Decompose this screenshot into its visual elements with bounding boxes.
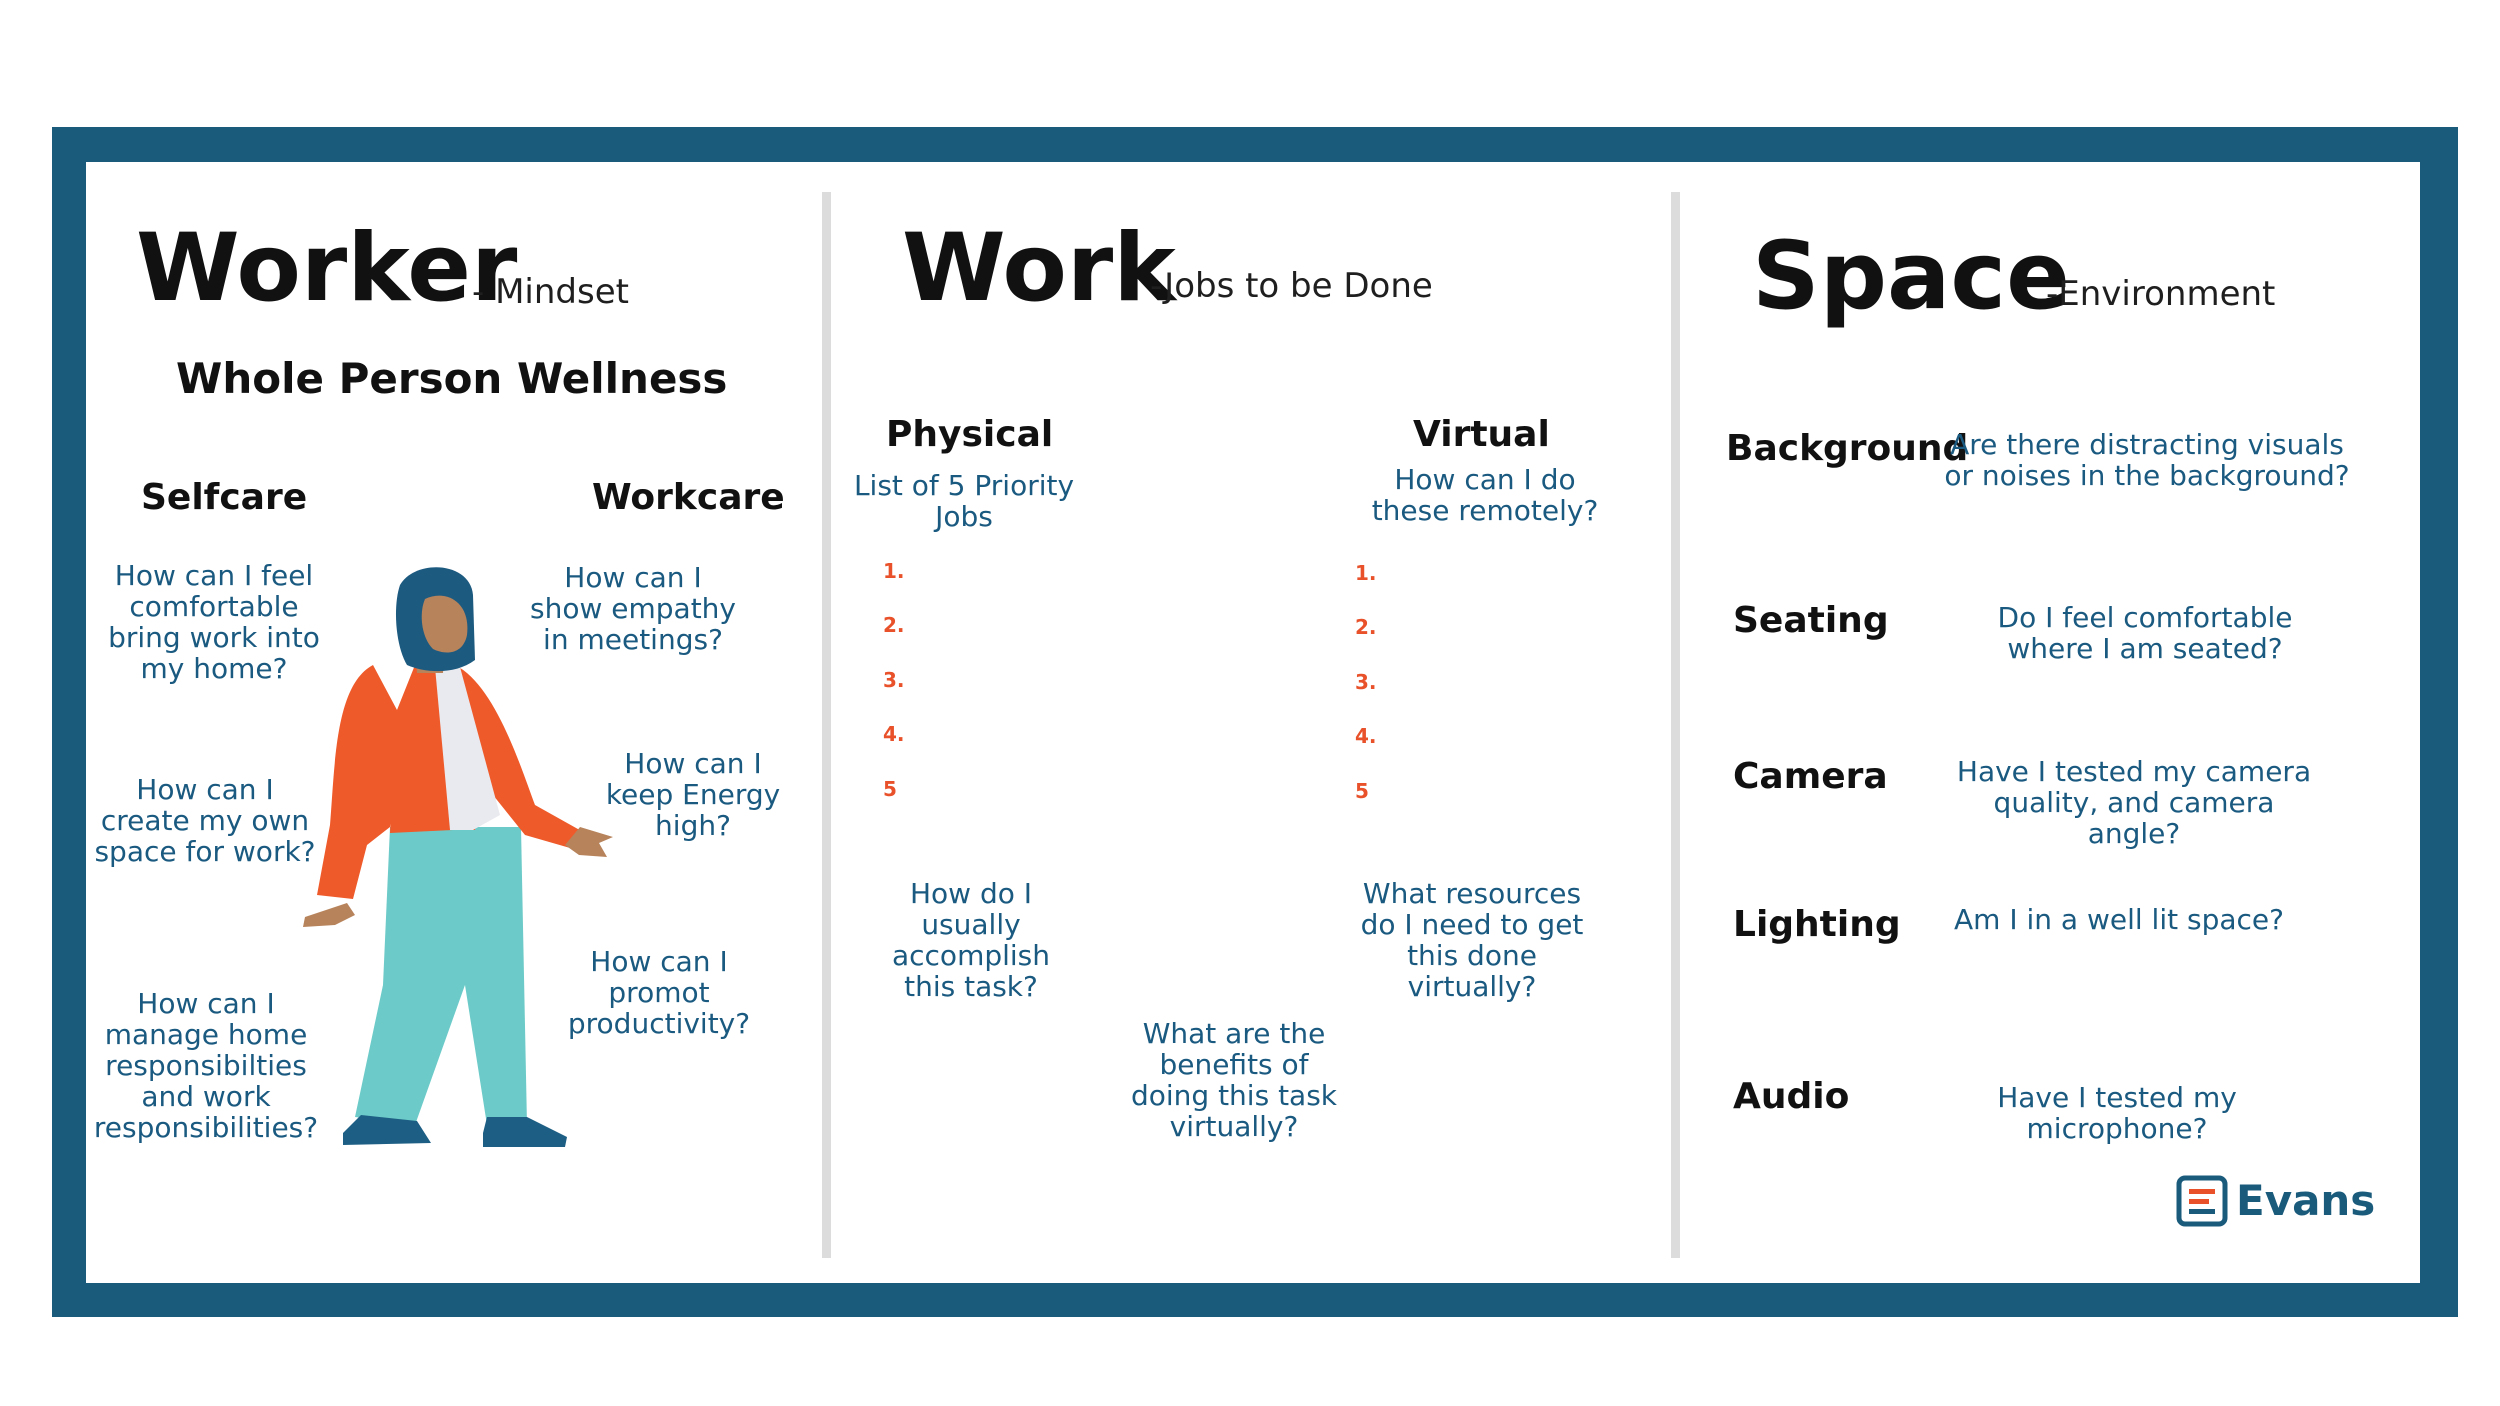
virtual-number-4: 4. — [1355, 724, 1377, 748]
workcare-question-1: How can I show empathy in meetings? — [530, 561, 736, 656]
whole-person-wellness-heading: Whole Person Wellness — [176, 354, 728, 403]
space-title: Space — [1752, 222, 2070, 331]
selfcare-question-1: How can I feel comfortable bring work into my home? — [108, 559, 320, 685]
physical-question: How do I usually accomplish this task? — [891, 877, 1051, 1003]
divider-left — [822, 192, 831, 1258]
space-subtitle: -Environment — [2046, 274, 2276, 314]
evans-logo-text: Evans — [2236, 1176, 2376, 1225]
virtual-number-3: 3. — [1355, 670, 1377, 694]
physical-number-2: 2. — [883, 613, 905, 637]
workcare-question-2: How can I keep Energy high? — [605, 747, 781, 842]
selfcare-label: Selfcare — [141, 477, 308, 518]
physical-prompt: List of 5 Priority Jobs — [853, 469, 1075, 533]
selfcare-question-3: How can I manage home responsibilties and work responsibilities? — [93, 987, 319, 1144]
evans-logo-icon — [2176, 1175, 2228, 1227]
physical-number-1: 1. — [883, 559, 905, 583]
walking-woman-illustration — [295, 565, 625, 1175]
virtual-number-2: 2. — [1355, 615, 1377, 639]
audio-question: Have I tested my microphone? — [1997, 1081, 2237, 1145]
virtual-label: Virtual — [1413, 414, 1550, 455]
physical-number-4: 4. — [883, 722, 905, 746]
camera-question: Have I tested my camera quality, and camera angle? — [1956, 755, 2312, 850]
virtual-number-5: 5 — [1355, 779, 1369, 803]
lighting-label: Lighting — [1733, 904, 1901, 945]
virtual-number-1: 1. — [1355, 561, 1377, 585]
workcare-label: Workcare — [592, 477, 785, 518]
lighting-question: Am I in a well lit space? — [1954, 903, 2284, 936]
background-question: Are there distracting visuals or noises in the background? — [1944, 428, 2350, 492]
seating-question: Do I feel comfortable where I am seated? — [1997, 601, 2293, 665]
work-title: Work — [902, 214, 1176, 323]
workcare-question-3: How can I promot productivity? — [567, 945, 751, 1040]
work-subtitle: -Jobs to be Done — [1150, 266, 1433, 306]
worker-title: Worker — [136, 214, 518, 323]
physical-number-5: 5 — [883, 777, 897, 801]
virtual-prompt: How can I do these remotely? — [1371, 463, 1599, 527]
selfcare-question-2: How can I create my own space for work? — [94, 773, 316, 868]
background-label: Background — [1726, 428, 1969, 469]
physical-label: Physical — [886, 414, 1054, 455]
seating-label: Seating — [1733, 600, 1889, 641]
benefits-question: What are the benefits of doing this task virtually? — [1130, 1017, 1338, 1143]
divider-right — [1671, 192, 1680, 1258]
virtual-question: What resources do I need to get this done virtually? — [1360, 877, 1584, 1003]
physical-number-3: 3. — [883, 668, 905, 692]
camera-label: Camera — [1733, 756, 1888, 797]
audio-label: Audio — [1733, 1076, 1850, 1117]
worker-subtitle: - Mindset — [472, 272, 629, 312]
